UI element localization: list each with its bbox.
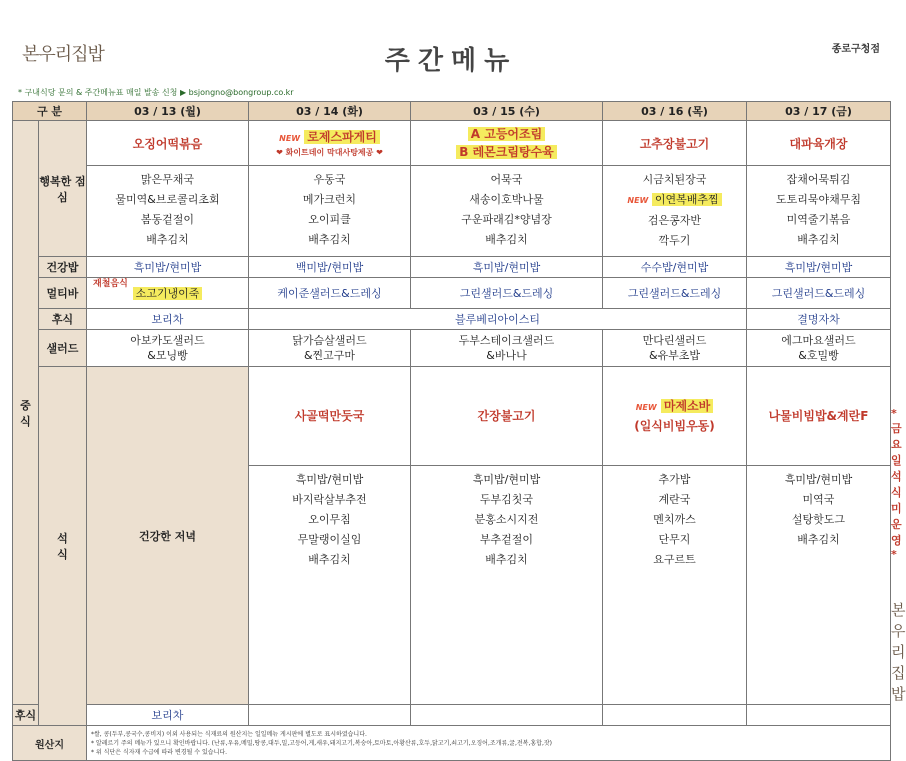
lunch-items-thu [603, 166, 747, 257]
day-tue: 03 / 14 (화) [249, 102, 411, 121]
list-item: 도토리묵야채무침 [775, 193, 861, 206]
dinner-section-label: 석 식 [39, 367, 87, 726]
multibar-thu: 그린샐러드&드레싱 [603, 278, 747, 309]
list-item: 봄동겉절이 [140, 213, 195, 226]
list-item: 잡채어묵튀김 [786, 173, 851, 186]
multibar-row [13, 278, 891, 309]
lunch-main-tue [249, 121, 411, 166]
salad-label: 샐러드 [39, 330, 87, 367]
origin-line: *쌀, 콩(두부,콩국수,콩비지) 이외 사용되는 식재료의 원산지는 일일메뉴 게시판에 별도로 표시하였습니다. [91, 730, 367, 738]
salad-thu [603, 330, 747, 367]
multibar-fri: 그린샐러드&드레싱 [747, 278, 891, 309]
list-item: 검은콩자반 [647, 214, 702, 227]
salad-side: &유부초밥 [648, 349, 701, 362]
page-title: 주간메뉴 [384, 46, 518, 76]
rice-label: 건강밥 [39, 257, 87, 278]
list-item: 깍두기 [658, 234, 691, 247]
day-fri: 03 / 17 (금) [747, 102, 891, 121]
dinner-main-wed-line2: (일식비빔우동) [634, 418, 715, 433]
list-item: 두부김칫국 [479, 492, 534, 506]
new-badge: NEW [635, 402, 657, 412]
list-item: 흑미밥/현미밥 [472, 472, 541, 486]
origin-label: 원산지 [13, 726, 87, 761]
dinner-items-mon [249, 465, 411, 704]
list-item: 배추김치 [797, 233, 840, 246]
list-item [603, 190, 746, 211]
dinner-items-thu [747, 465, 891, 704]
lunch-main-wed-b: B 레몬크림탕수육 [456, 145, 556, 159]
lunch-dessert-label: 후식 [39, 309, 87, 330]
list-item: 무말랭이실임 [297, 532, 362, 546]
dinner-main-mon: 사골떡만둣국 [249, 367, 411, 466]
list-item: 새송이호박나물 [469, 193, 544, 206]
list-item: 바지락살부추전 [292, 492, 367, 506]
day-thu: 03 / 16 (목) [603, 102, 747, 121]
salad-side: &바나나 [486, 349, 527, 362]
lunch-section-label: 중 식 [13, 121, 39, 705]
dinner-row-label: 건강한 저녁 [87, 367, 249, 705]
salad-name: 만다린샐러드 [642, 334, 707, 347]
rice-fri: 흑미밥/현미밥 [747, 257, 891, 278]
origin-line: * 알레르기 주의 메뉴가 있으니 확인바랍니다. (난류,우유,메밀,땅콩,대두,밀,고등어,게,새우,돼지고기,복숭아,토마토,아황산류,호두,닭고기,쇠고기,오징어,조개류,굴,전복,홍합,잣) [91, 739, 553, 747]
dinner-dessert-label: 후식 [13, 705, 39, 726]
list-item: 요구르트 [653, 552, 696, 566]
list-item: 메가크런치 [302, 193, 357, 206]
list-item: 배추김치 [485, 233, 528, 246]
list-item: 시금치된장국 [642, 173, 707, 186]
dinner-main-wed-line1: 마제소바 [661, 399, 713, 413]
list-item: 배추김치 [797, 532, 840, 546]
rice-tue: 백미밥/현미밥 [249, 257, 411, 278]
lunch-main-thu [603, 121, 747, 166]
list-item: 설탕핫도그 [791, 512, 846, 526]
dinner-dessert-empty [411, 705, 603, 726]
seasonal-tag: 재철음식 [93, 279, 128, 289]
lunch-main-mon-text: 오징어떡볶음 [132, 136, 203, 151]
lunch-main-thu-text: 고추장불고기 [639, 136, 710, 151]
header-label: 구 분 [13, 102, 87, 121]
dinner-dessert-row [13, 705, 891, 726]
dinner-main-thu: 나물비빔밥&계란F [747, 367, 891, 466]
salad-row [13, 330, 891, 367]
dinner-dessert-mon: 보리차 [87, 705, 249, 726]
list-item: 분홍소시지전 [474, 512, 539, 526]
lunch-main-wed [411, 121, 603, 166]
new-badge: NEW [279, 134, 301, 143]
multibar-mon-text: 소고기냉이죽 [133, 287, 203, 300]
day-mon: 03 / 13 (월) [87, 102, 249, 121]
salad-name: 에그마요샐러드 [781, 334, 856, 347]
multibar-label: 멀티바 [39, 278, 87, 309]
lunch-items-tue [249, 166, 411, 257]
list-item: 우동국 [313, 173, 346, 186]
salad-fri [747, 330, 891, 367]
dinner-main-row: 석 식 건강한 저녁 사골떡만둣국 간장불고기 NEW 마제소바 (일식비빔우동) 나물비빔밥&계란F *금요일 석식 미운영* 본우리집밥 [13, 367, 891, 466]
salad-name: 닭가슴살샐러드 [292, 334, 367, 347]
dinner-items-wed [603, 465, 747, 704]
origin-notes [87, 726, 891, 761]
dessert-tue-thu: 블루베리아이스티 [249, 309, 747, 330]
lunch-main-wed-a: A 고등어조림 [468, 127, 545, 141]
new-badge: NEW [627, 196, 649, 205]
multibar-wed: 그린샐러드&드레싱 [411, 278, 603, 309]
dinner-dessert-empty [603, 705, 747, 726]
lunch-items-fri [747, 166, 891, 257]
multibar-mon [87, 278, 249, 309]
dessert-mon: 보리차 [87, 309, 249, 330]
dinner-dessert-empty [747, 705, 891, 726]
list-item: 어묵국 [490, 173, 523, 186]
dinner-items-tue [411, 465, 603, 704]
lunch-main-row [13, 121, 891, 166]
salad-side: &호밀빵 [798, 349, 839, 362]
rice-row [13, 257, 891, 278]
lunch-row-label: 행복한 점심 [39, 121, 87, 257]
lunch-items-mon [87, 166, 249, 257]
table-header-row [13, 102, 891, 121]
list-item: 부추겉절이 [479, 532, 534, 546]
lunch-items-wed [411, 166, 603, 257]
salad-side: &찐고구마 [303, 349, 356, 362]
list-item: 멘치까스 [653, 512, 696, 526]
origin-row [13, 726, 891, 761]
salad-mon [87, 330, 249, 367]
dinner-main-tue: 간장불고기 [411, 367, 603, 466]
weekly-menu-table [12, 101, 906, 761]
origin-line: * 위 식단은 식자재 수급에 따라 변경될 수 있습니다. [91, 748, 228, 756]
salad-side: &모닝빵 [147, 349, 188, 362]
salad-name: 아보카도샐러드 [130, 334, 205, 347]
event-note: ❤ 화이트데이 막대사탕제공 ❤ [276, 148, 383, 157]
list-item: 계란국 [658, 492, 691, 506]
list-item-highlight: 이연복배추찜 [652, 193, 722, 206]
list-item: 맑은무채국 [140, 173, 195, 186]
list-item: 추가밥 [658, 472, 691, 486]
list-item: 배추김치 [485, 552, 528, 566]
dessert-fri: 결명자차 [747, 309, 891, 330]
list-item: 배추김치 [308, 233, 351, 246]
list-item: 흑미밥/현미밥 [784, 472, 853, 486]
dinner-dessert-empty [249, 705, 411, 726]
list-item: 물미역&브로콜리초회 [115, 193, 220, 206]
list-item: 흑미밥/현미밥 [295, 472, 364, 486]
rice-wed: 흑미밥/현미밥 [411, 257, 603, 278]
salad-name: 두부스테이크샐러드 [458, 334, 555, 347]
list-item: 미역국 [802, 492, 835, 506]
lunch-main-fri [747, 121, 891, 166]
dinner-main-wed [603, 367, 747, 466]
lunch-main-tue-text: 로제스파게티 [304, 130, 380, 144]
lunch-dessert-row [13, 309, 891, 330]
salad-wed [411, 330, 603, 367]
subscribe-note: * 구내식당 문의 & 주간메뉴표 매일 발송 신청 ▶ bsjongno@bongroup.co.kr [18, 88, 294, 97]
logo: 본우리집밥 [22, 44, 104, 65]
rice-mon: 흑미밥/현미밥 [87, 257, 249, 278]
list-item: 오이무침 [308, 512, 351, 526]
lunch-main-fri-text: 대파육개장 [789, 136, 848, 151]
list-item: 오이피클 [308, 213, 351, 226]
list-item: 미역줄기볶음 [786, 213, 851, 226]
multibar-tue: 케이준샐러드&드레싱 [249, 278, 411, 309]
salad-tue [249, 330, 411, 367]
lunch-items-row [13, 166, 891, 257]
list-item: 배추김치 [308, 552, 351, 566]
list-item: 배추김치 [146, 233, 189, 246]
day-wed: 03 / 15 (수) [411, 102, 603, 121]
list-item: 단무지 [658, 532, 691, 546]
lunch-main-mon [87, 121, 249, 166]
branch-name: 종로구청점 [831, 44, 880, 55]
list-item: 구운파래김*양념장 [461, 213, 552, 226]
rice-thu: 수수밥/현미밥 [603, 257, 747, 278]
